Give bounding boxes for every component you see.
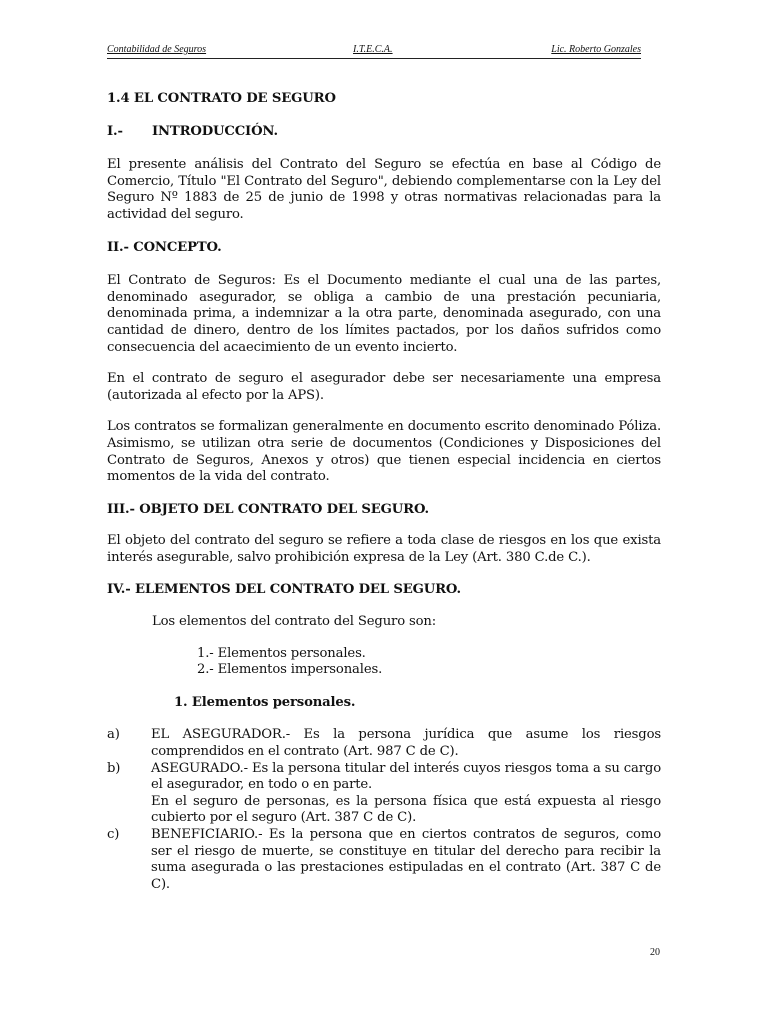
section-title: INTRODUCCIÓN. [152,123,278,139]
section-heading-introduccion [107,124,661,141]
section-number: I.- [107,123,123,139]
list-text: EL ASEGURADOR.- Es la persona jurídica que asume los riesgos comprendidos en el contrato (Art. 987 C de C). [151,727,661,760]
list-text: BENEFICIARIO.- Es la persona que en ciertos contratos de seguros, como ser el riesgo de muerte, se constituye en titular del derecho para recibir la suma asegurada o las prestaciones estipuladas en el contrato (Art. 387 C de C). [151,827,661,892]
paragraph-concepto-3: Los contratos se formalizan generalmente en documento escrito denominado Póliza. Asimismo, se utilizan otra serie de documentos (Condiciones y Disposiciones del Contrato de Seguros, Anexos y otros) que tienen especial incidencia en ciertos momentos de la vida del contrato. [107,419,661,485]
header-course-title: Contabilidad de Seguros [107,44,207,55]
paragraph-introduccion: El presente análisis del Contrato del Seguro se efectúa en base al Código de Comercio, Título "El Contrato del Seguro", debiendo complementarse con la Ley del Seguro Nº 1883 de 25 de junio de 1998 y otras normativas relacionadas para la actividad del seguro. [107,157,661,222]
paragraph-concepto-1: El Contrato de Seguros: Es el Documento mediante el cual una de las partes, denominado asegurador, se obliga a cambio de una prestación pecuniaria, denominada prima, a indemnizar a la otra parte, denominada asegurado, con una cantidad de dinero, dentro de los límites pactados, por los daños sufridos como consecuencia del acaecimiento de un evento incierto. [107,273,661,355]
list-item-asegurador [107,727,661,760]
section-heading-concepto: II.- CONCEPTO. [107,239,222,255]
paragraph-objeto: El objeto del contrato del seguro se refiere a toda clase de riesgos en los que exista interés asegurable, salvo prohibición expresa de la Ley (Art. 380 C.de C.). [107,533,661,565]
subheading-elementos-personales: 1. Elementos personales. [174,694,356,710]
list-item-elementos-impersonales: 2.- Elementos impersonales. [197,662,383,678]
list-text: ASEGURADO.- Es la persona titular del interés cuyos riesgos toma a su cargo el asegurador, en todo o en parte. [151,760,661,793]
section-heading-objeto: III.- OBJETO DEL CONTRATO DEL SEGURO. [107,501,429,517]
list-item-asegurado [107,761,661,827]
section-heading-elementos: IV.- ELEMENTOS DEL CONTRATO DEL SEGURO. [107,582,461,598]
header-institution: I.T.E.C.A. [353,44,393,55]
paragraph-concepto-2: En el contrato de seguro el asegurador debe ser necesariamente una empresa (autorizada al efecto por la APS). [107,371,661,403]
header-author: Lic. Roberto Gonzales [551,44,641,55]
list-marker: b) [107,760,121,776]
list-item-beneficiario [107,827,661,893]
list-item-elementos-personales: 1.- Elementos personales. [197,645,366,661]
list-text-continuation: En el seguro de personas, es la persona física que está expuesta al riesgo cubierto por el seguro (Art. 387 C de C). [151,793,661,826]
page-title: 1.4 EL CONTRATO DE SEGURO [107,91,336,106]
document-body [107,91,661,893]
list-marker: a) [107,727,120,743]
page-header [107,44,641,59]
paragraph-elementos-intro: Los elementos del contrato del Seguro son: [152,614,437,630]
page-number: 20 [650,947,660,958]
list-marker: c) [107,827,120,842]
